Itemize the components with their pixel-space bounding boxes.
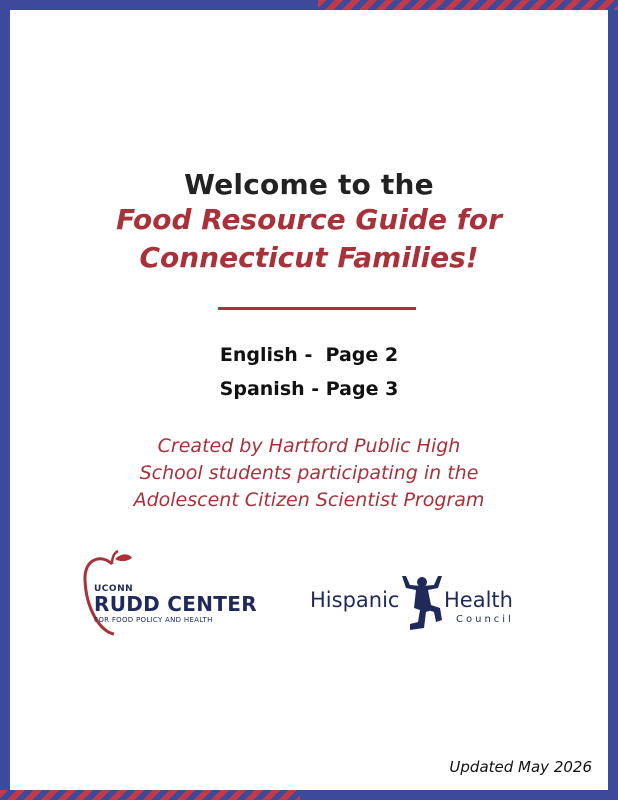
updated-date: Updated May 2026: [449, 758, 592, 776]
rudd-center-logo: [82, 550, 282, 640]
top-stripes: [318, 0, 618, 10]
left-border: [0, 0, 10, 800]
dancing-figure-icon: [396, 574, 448, 634]
heading-line-1: Welcome to the: [184, 168, 434, 201]
hispanic-health-council-logo: [310, 570, 540, 640]
credit-line-2: School students participating in the: [139, 462, 479, 484]
hhc-word-council: Council: [456, 614, 514, 625]
rudd-wordmark: [94, 584, 257, 624]
heading-line-2: Food Resource Guide for: [116, 203, 502, 236]
english-page-reference: English - Page 2: [219, 344, 399, 366]
right-border: [608, 0, 618, 800]
heading-line-3: Connecticut Families!: [139, 241, 479, 274]
bottom-stripes: [0, 790, 300, 800]
top-border: [0, 0, 618, 10]
rudd-subtitle: FOR FOOD POLICY AND HEALTH: [94, 616, 213, 624]
credit-line-1: Created by Hartford Public High: [157, 435, 461, 457]
rudd-center-label: RUDD CENTER: [94, 592, 257, 616]
uconn-label: UCONN: [94, 584, 134, 594]
hhc-word-health: Health: [444, 588, 513, 612]
credit-line-3: Adolescent Citizen Scientist Program: [133, 489, 485, 511]
spanish-page-reference: Spanish - Page 3: [219, 378, 399, 400]
page-content: [10, 10, 608, 790]
title-divider: [218, 307, 416, 310]
bottom-border: [0, 790, 618, 800]
hhc-word-hispanic: Hispanic: [310, 588, 400, 612]
